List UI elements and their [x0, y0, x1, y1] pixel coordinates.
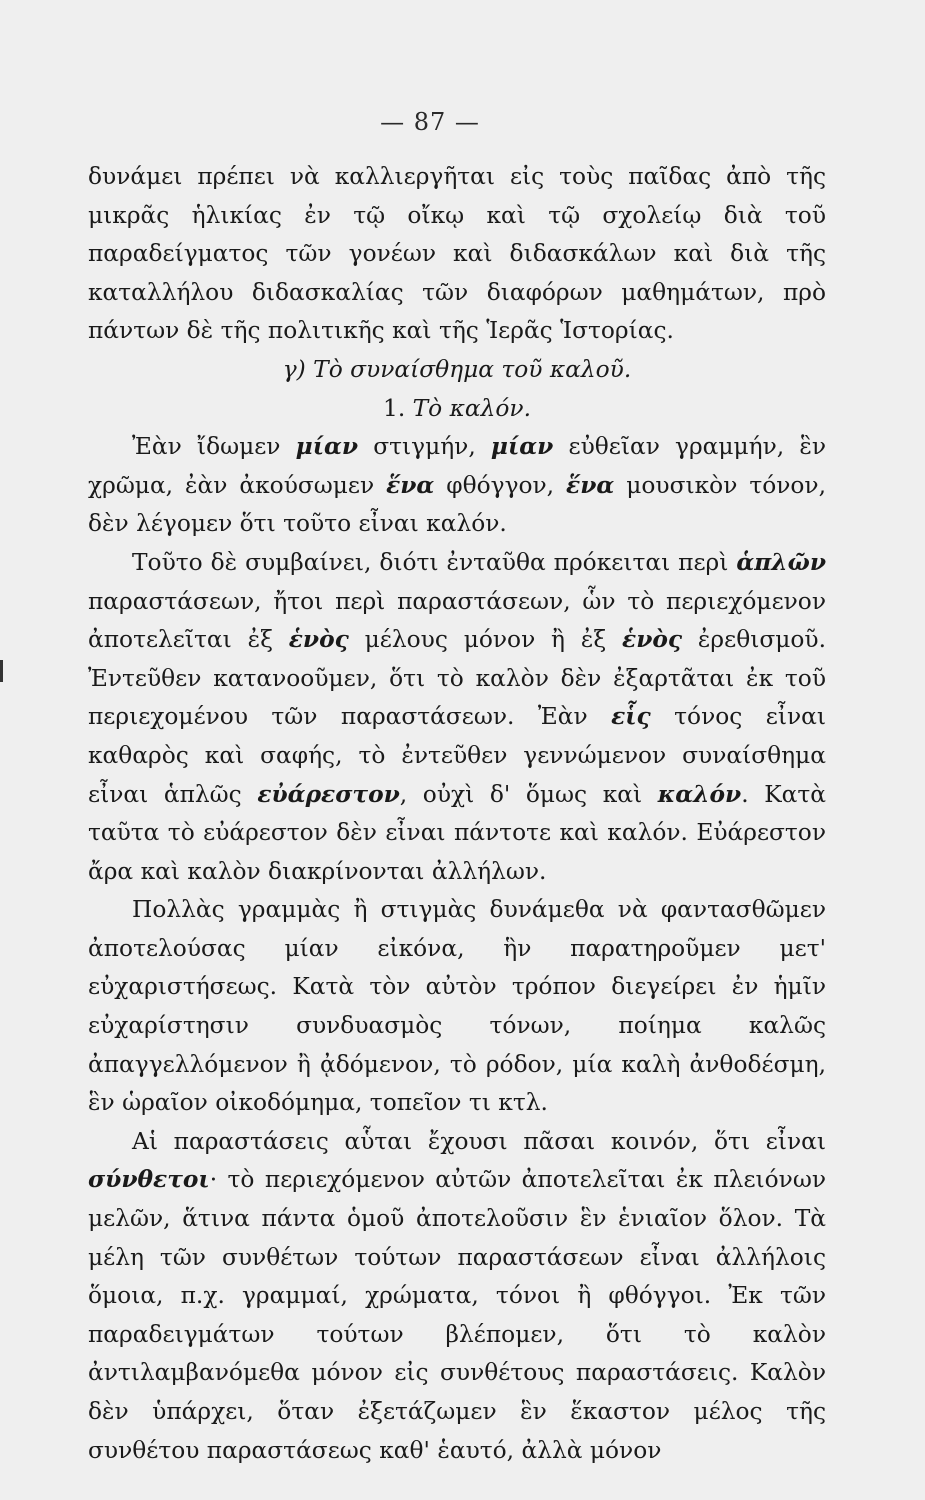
emphasis: ἕνα	[386, 471, 435, 499]
emphasis: ἕνα	[566, 471, 615, 499]
emphasis: ἑνὸς	[622, 626, 683, 654]
emphasis: εἷς	[611, 703, 651, 731]
paragraph-single-elements	[88, 428, 826, 544]
emphasis: ἁπλῶν	[736, 548, 826, 576]
text-run: μουσικὸν τόνον, δὲν λέγομεν ὅτι τοῦτο εἶναι καλόν.	[88, 471, 826, 538]
paragraph-continuation: δυνάμει πρέπει νὰ καλλιεργῆται εἰς τοὺς παῖδας ἀπὸ τῆς μικρᾶς ἡλικίας ἐν τῷ οἴκῳ καὶ τῷ σχολείῳ διὰ τοῦ παραδείγματος τῶν γονέων καὶ διδασκάλων καὶ διὰ τῆς καταλλήλου διδασκαλίας τῶν διαφόρων μαθημάτων, πρὸ πάντων δὲ τῆς πολιτικῆς καὶ τῆς Ἱερᾶς Ἱστορίας.	[88, 163, 826, 345]
emphasis: καλόν	[657, 780, 742, 808]
emphasis: ἑνὸς	[288, 626, 349, 654]
subsection-title: Τὸ καλόν.	[412, 394, 531, 422]
emphasis: μίαν	[490, 433, 554, 461]
text-run: στιγμήν,	[358, 433, 491, 461]
text-run: Τοῦτο δὲ συμβαίνει, διότι ἐνταῦθα πρόκειται περὶ	[132, 548, 737, 576]
text-run: φθόγγον,	[434, 471, 567, 499]
section-heading: γ) Τὸ συναίσθημα τοῦ καλοῦ.	[282, 355, 632, 383]
text-run: , οὐχὶ δ' ὅμως καὶ	[399, 780, 658, 808]
emphasis: σύνθετοι	[88, 1166, 210, 1194]
text-run: εὐθεῖαν γραμμήν, ἓν χρῶμα, ἐὰν ἀκούσωμεν	[88, 433, 827, 499]
subsection-number: 1.	[383, 394, 406, 422]
emphasis: μίαν	[295, 433, 359, 461]
text-run: μέλους μόνον ἢ ἐξ	[348, 626, 623, 654]
paragraph-simple-representations	[88, 544, 826, 891]
paragraph-composite-representations	[88, 1123, 826, 1470]
text-run: παραστάσεων, ἤτοι περὶ παραστάσεων, ὧν τὸ περιεχόμενον ἀποτελεῖται ἐξ	[88, 587, 826, 654]
emphasis: εὐάρεστον	[257, 780, 400, 808]
text-run: . Κατὰ ταῦτα τὸ εὐάρεστον δὲν εἶναι πάντοτε καὶ καλόν. Εὐάρεστον ἄρα καὶ καλὸν διακρίνονται ἀλλήλων.	[88, 780, 826, 885]
subsection-heading	[88, 390, 826, 429]
text-run: Αἱ παραστάσεις αὗται ἔχουσι πᾶσαι κοινόν, ὅτι εἶναι	[132, 1127, 826, 1155]
text-run: · τὸ περιεχόμενον αὐτῶν ἀποτελεῖται ἐκ πλειόνων μελῶν, ἅτινα πάντα ὁμοῦ ἀποτελοῦσιν ἓν ἑνιαῖον ὅλον. Τὰ μέλη τῶν συνθέτων τούτων παραστάσεων εἶναι ἀλλήλοις ὅμοια, π.χ. γραμμαί, χρώματα, τόνοι ἢ φθόγγοι. Ἐκ τῶν παραδειγμάτων τούτων βλέπομεν, ὅτι τὸ καλὸν ἀντιλαμβανόμεθα μόνον εἰς συνθέτους παραστάσεις. Καλὸν δὲν ὑπάρχει, ὅταν ἐξετάζωμεν ἓν ἕκαστον μέλος τῆς συνθέτου παραστάσεως καθ' ἑαυτό, ἀλλὰ μόνον	[88, 1166, 826, 1464]
paragraph-many-lines: Πολλὰς γραμμὰς ἢ στιγμὰς δυνάμεθα νὰ φαντασθῶμεν ἀποτελούσας μίαν εἰκόνα, ἣν παρατηροῦμεν μετ' εὐχαριστήσεως. Κατὰ τὸν αὐτὸν τρόπον διεγείρει ἐν ἡμῖν εὐχαρίστησιν συνδυασμὸς τόνων, ποίημα καλῶς ἀπαγγελλόμενον ἢ ᾀδόμενον, τὸ ρόδον, μία καλὴ ἀνθοδέσμη, ἓν ὡραῖον οἰκοδόμημα, τοπεῖον τι κτλ.	[88, 896, 826, 1117]
page-body	[88, 158, 826, 1470]
text-run: ἐρεθισμοῦ. Ἐντεῦθεν κατανοοῦμεν, ὅτι τὸ καλὸν δὲν ἐξαρτᾶται ἐκ τοῦ περιεχομένου τῶν παραστάσεων. Ἐὰν	[88, 626, 826, 731]
page-number: — 87 —	[380, 108, 480, 136]
text-run: τόνος εἶναι καθαρὸς καὶ σαφής, τὸ ἐντεῦθεν γεννώμενον συναίσθημα εἶναι ἁπλῶς	[88, 703, 826, 808]
text-run: Ἐὰν ἴδωμεν	[132, 433, 296, 461]
scan-edge-mark	[0, 660, 3, 682]
